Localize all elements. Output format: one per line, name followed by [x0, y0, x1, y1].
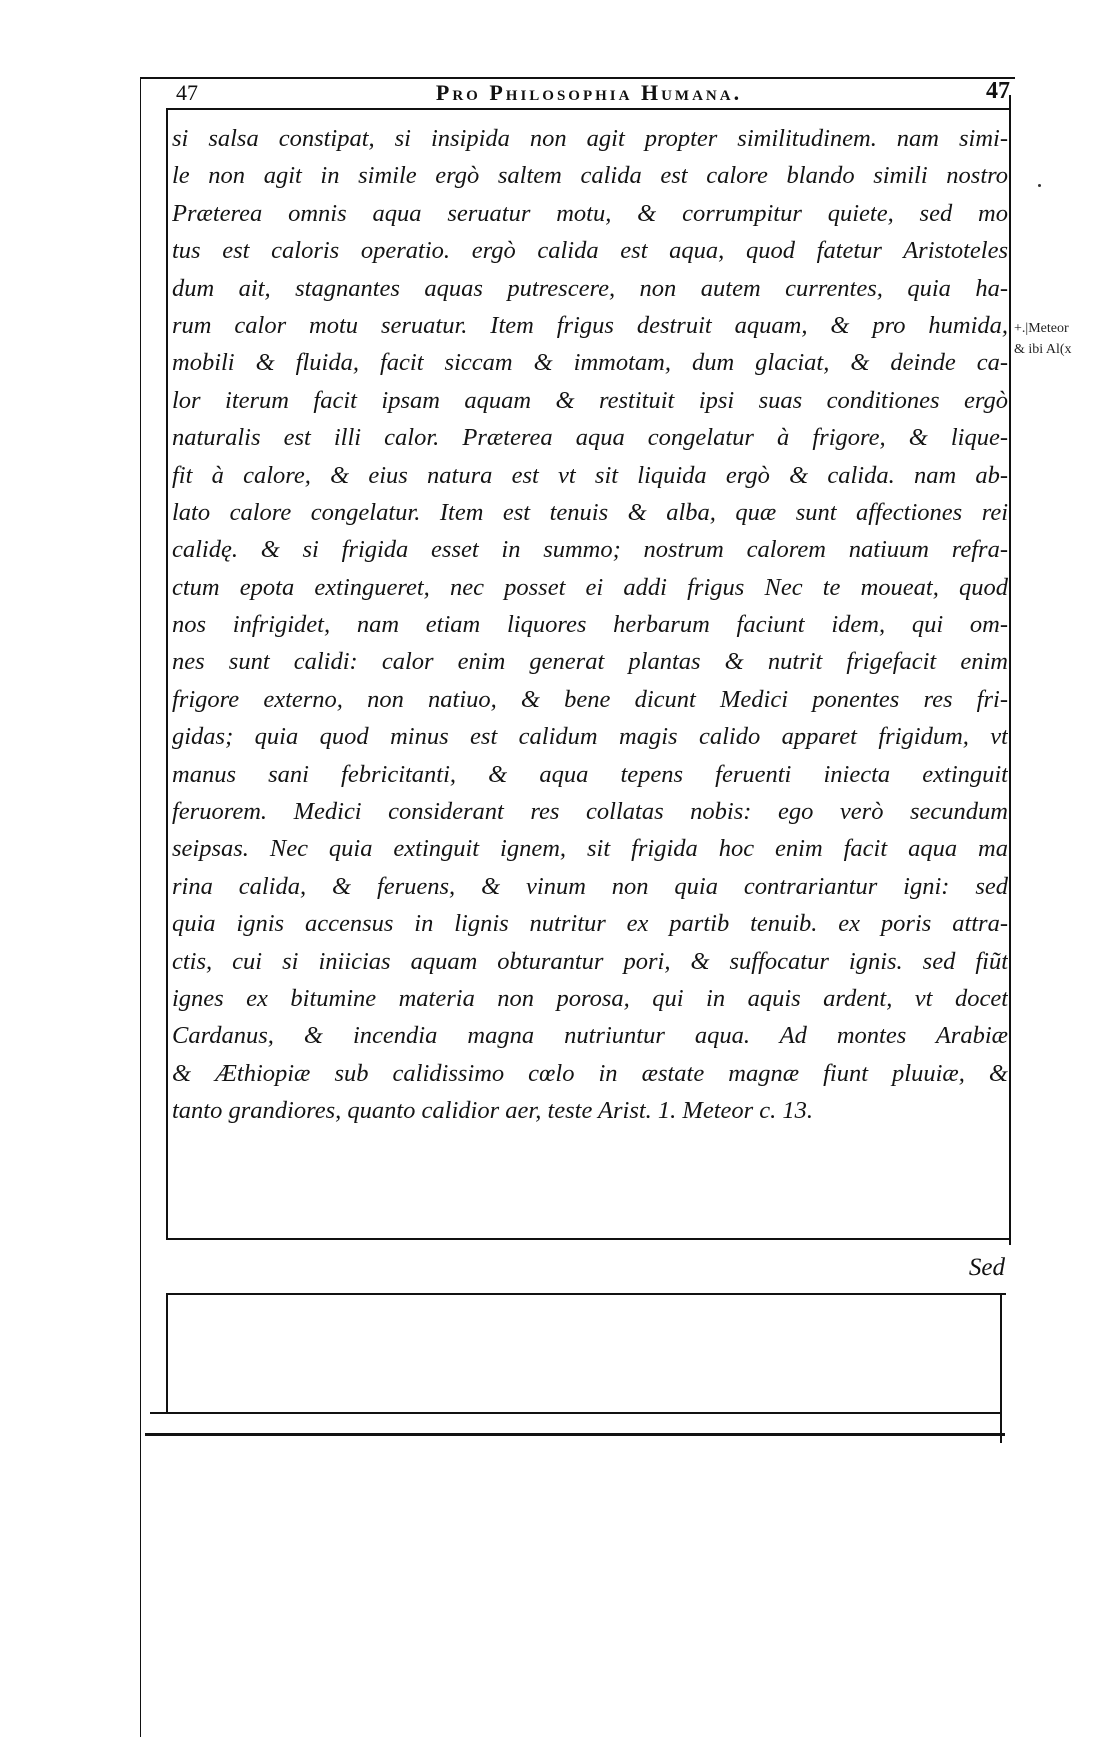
text-line: ctis, cui si iniicias aquam obturantur pori, & suffocatur ignis. sed fiũt [172, 947, 1008, 975]
header-bottom-rule [168, 108, 1010, 110]
margin-note-line: +.|Meteor [1014, 321, 1069, 336]
text-line: ctum epota extingueret, nec posset ei addi frigus Nec te moueat, quod [172, 573, 1008, 601]
bottom-rule-upper [150, 1412, 1002, 1414]
text-line: Præterea omnis aqua seruatur motu, & corrumpitur quiete, sed mo [172, 199, 1008, 227]
margin-note-line: & ibi Al(x [1014, 342, 1072, 357]
text-line: calidę. & si frigida esset in summo; nostrum calorem natiuum refra- [172, 536, 1008, 564]
text-line: fit à calore, & eius natura est vt sit liquida ergò & calida. nam ab- [172, 461, 1008, 489]
text-line: naturalis est illi calor. Præterea aqua congelatur à frigore, & lique- [172, 424, 1008, 452]
text-line: nes sunt calidi: calor enim generat plantas & nutrit frigefacit enim [172, 648, 1008, 676]
text-line: le non agit in simile ergò saltem calida est calore blando simili nostro [172, 162, 1008, 190]
text-line: dum ait, stagnantes aquas putrescere, non autem currentes, quia ha- [172, 274, 1008, 302]
text-line: tanto grandiores, quanto calidior aer, teste Arist. 1. Meteor c. 13. [172, 1097, 814, 1125]
text-line: rina calida, & feruens, & vinum non quia contrariantur igni: sed [172, 872, 1008, 900]
text-line: rum calor motu seruatur. Item frigus destruit aquam, & pro humida, [172, 311, 1008, 339]
margin-note [1014, 318, 1100, 360]
frame-left-rule [166, 108, 168, 1238]
text-line: mobili & fluida, facit siccam & immotam, dum glaciat, & deinde ca- [172, 349, 1008, 377]
text-line: Cardanus, & incendia magna nutriuntur aqua. Ad montes Arabiæ [172, 1022, 1008, 1050]
text-line: lato calore congelatur. Item est tenuis & alba, quæ sunt affectiones rei [172, 498, 1008, 526]
text-line: ignes ex bitumine materia non porosa, qui in aquis ardent, vt docet [172, 984, 1008, 1012]
text-line: feruorem. Medici considerant res collatas nobis: ego verò secundum [172, 798, 1008, 826]
body-text [172, 120, 1008, 1130]
lower-box-top-rule [166, 1293, 1006, 1295]
catchword: Sed [968, 1254, 1005, 1281]
text-line: frigore externo, non natiuo, & bene dicunt Medici ponentes res fri- [172, 685, 1008, 713]
bottom-rule-lower [145, 1433, 1005, 1436]
text-line: si salsa constipat, si insipida non agit propter similitudinem. nam simi- [172, 125, 1008, 152]
outer-left-rule [140, 77, 141, 1737]
text-line: manus sani febricitanti, & aqua tepens feruenti iniecta extinguit [172, 760, 1008, 788]
text-line: quia ignis accensus in lignis nutritur ex partib tenuib. ex poris attra- [172, 910, 1008, 938]
text-line: gidas; quia quod minus est calidum magis calido apparet frigidum, vt [172, 723, 1008, 751]
text-line: tus est caloris operatio. ergò calida est aqua, quod fatetur Aristoteles [172, 237, 1008, 265]
text-line: & Æthiopiæ sub calidissimo cœlo in æstate magnæ fiunt pluuiæ, & [172, 1059, 1008, 1087]
lower-box-right-rule [1000, 1293, 1002, 1443]
header-top-rule [140, 77, 1015, 79]
text-line: seipsas. Nec quia extinguit ignem, sit frigida hoc enim facit aqua ma [172, 835, 1008, 863]
ink-speck [1038, 184, 1041, 187]
page-number-right: 47 [986, 78, 1010, 104]
frame-right-rule [1009, 95, 1011, 1245]
page-header [168, 80, 1010, 106]
running-title: Pro Philosophia Humana. [435, 80, 743, 105]
text-bottom-rule [166, 1238, 1011, 1240]
lower-box-left-rule [166, 1293, 168, 1413]
page-number-left: 47 [176, 80, 198, 105]
text-line: nos infrigidet, nam etiam liquores herbarum faciunt idem, qui om- [172, 611, 1008, 639]
text-line: lor iterum facit ipsam aquam & restituit ipsi suas conditiones ergò [172, 386, 1008, 414]
